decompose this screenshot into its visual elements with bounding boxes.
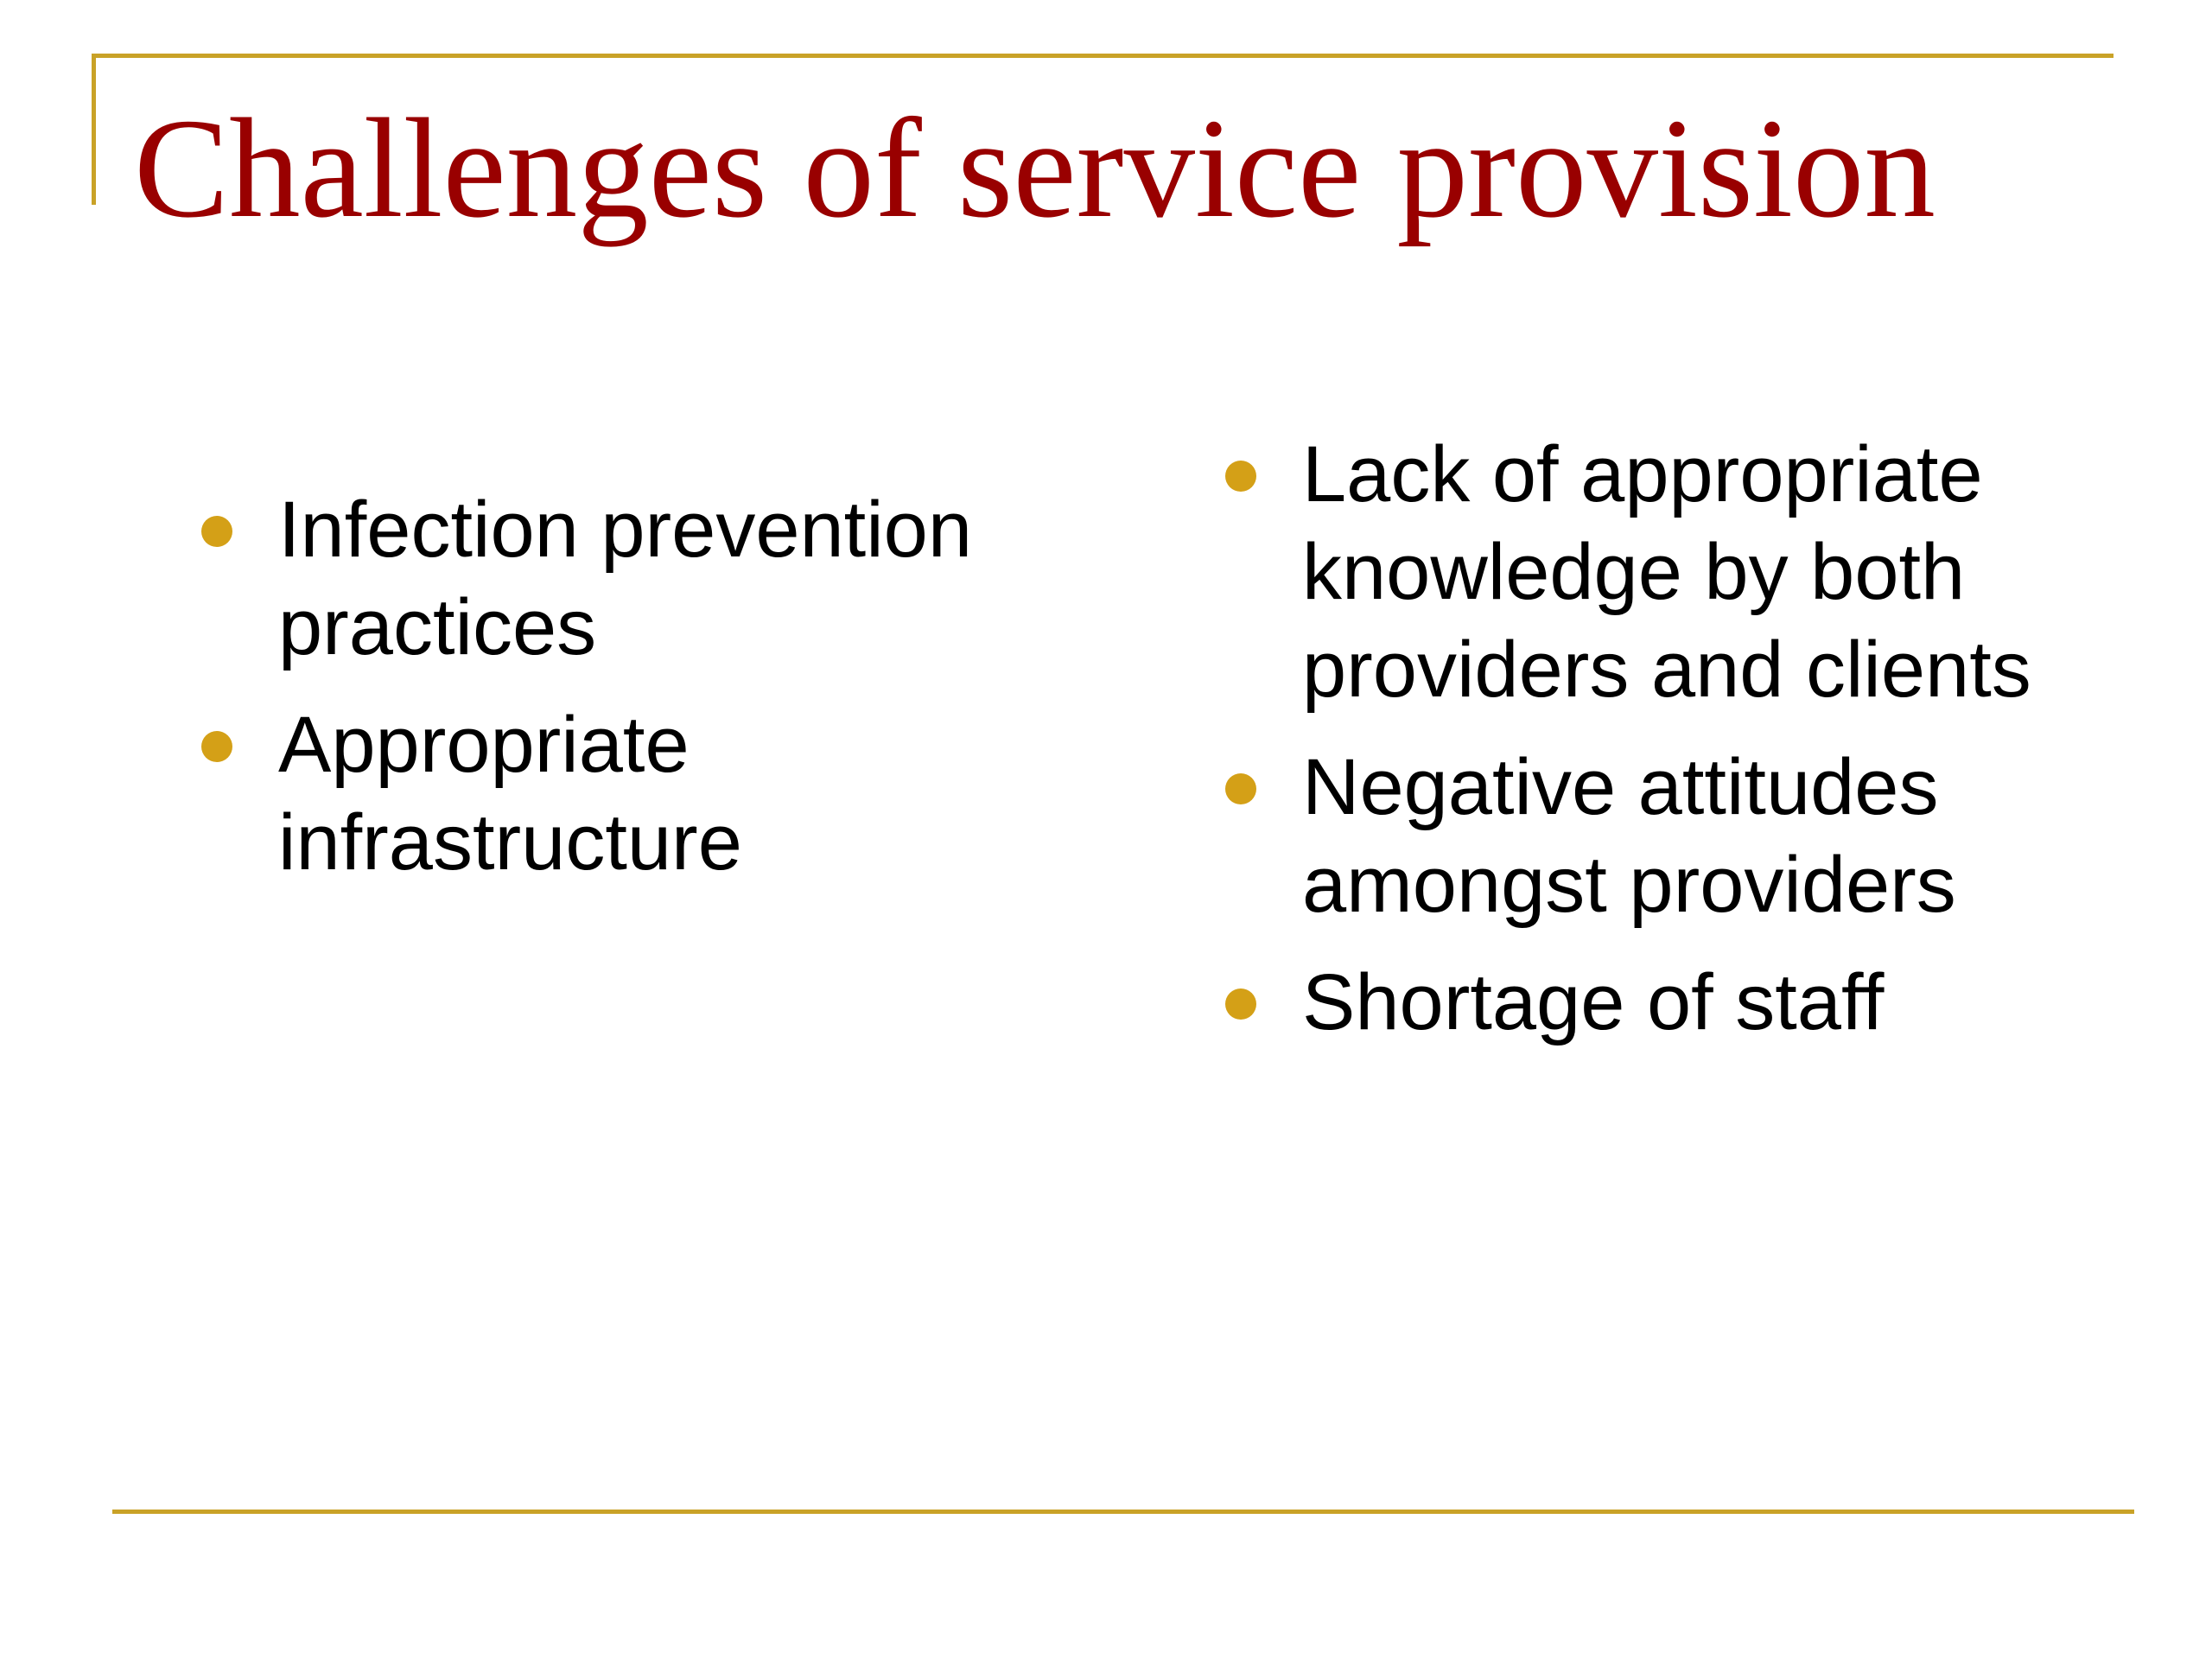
bullet-dot-icon <box>201 516 232 547</box>
list-item <box>1223 954 2156 1052</box>
list-item <box>1223 739 2156 934</box>
list-item-text: Appropriate infrastructure <box>278 701 742 887</box>
right-bullet-list <box>1223 426 2156 1071</box>
list-item-text: Lack of appropriate knowledge by both providers and clients <box>1302 430 2031 714</box>
slide-title: Challenges of service provision <box>134 89 1936 247</box>
list-item <box>199 696 1115 892</box>
list-item-text: Negative attitudes amongst providers <box>1302 743 1956 929</box>
left-accent-rule <box>92 54 96 205</box>
list-item-text: Shortage of staff <box>1302 958 1885 1046</box>
bullet-dot-icon <box>1225 773 1256 804</box>
list-item-text: Infection prevention practices <box>278 486 972 671</box>
left-bullet-list <box>199 481 1115 912</box>
bottom-accent-rule <box>112 1510 2134 1514</box>
bullet-dot-icon <box>201 731 232 762</box>
list-item <box>1223 426 2156 719</box>
bullet-dot-icon <box>1225 988 1256 1020</box>
list-item <box>199 481 1115 677</box>
bullet-dot-icon <box>1225 461 1256 492</box>
top-accent-rule <box>92 54 2113 58</box>
